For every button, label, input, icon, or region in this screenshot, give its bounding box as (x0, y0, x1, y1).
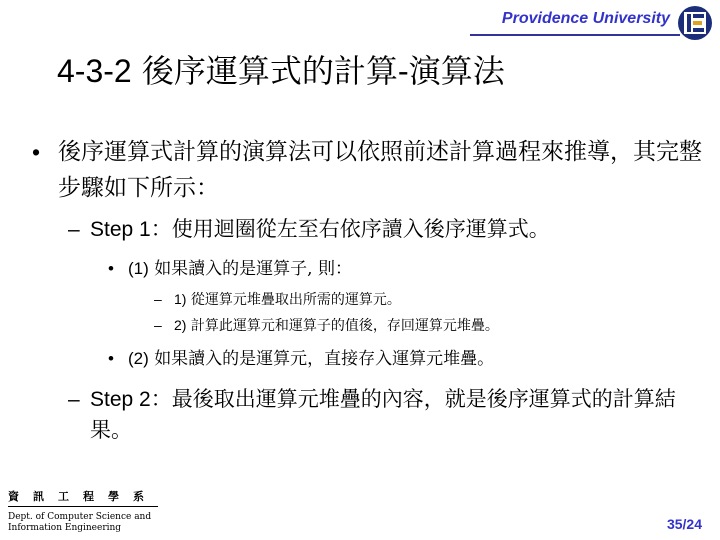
title-text: 後序運算式的計算-演算法 (141, 52, 505, 90)
sub1-num: (1) (128, 259, 149, 278)
bullet1-text: 後序運算式計算的演算法可以依照前述計算過程來推導，其完整步驟如下所示： (58, 139, 702, 201)
page-title (57, 46, 505, 92)
title-number: 4-3-2 (57, 53, 132, 89)
footer-divider (8, 506, 158, 507)
sub1-text: 如果讀入的是運算子, 則： (154, 259, 352, 279)
step2-text: ：最後取出運算元堆疊的內容，就是後序運算式的計算結果。 (90, 387, 676, 442)
bullet-dot-icon: • (32, 139, 41, 165)
sub1a-text: 從運算元堆疊取出所需的運算元。 (190, 292, 401, 308)
bullet-dot-icon: • (108, 349, 114, 368)
sub2-num: (2) (128, 349, 149, 368)
dash-icon: – (68, 388, 80, 411)
header-brand: Providence University (501, 10, 670, 27)
sub1b-num: 2) (174, 317, 187, 333)
step1-text: ：使用迴圈從左至右依序讀入後序運算式。 (150, 217, 550, 241)
sub-item-1 (108, 258, 352, 280)
sub1a-num: 1) (174, 291, 187, 307)
sub-item-1b (154, 316, 499, 335)
step2-label: Step 2 (90, 388, 151, 411)
footer-dept-cjk: 資訊工程學系 (8, 490, 158, 503)
dash-icon: – (154, 291, 162, 307)
sub2-text: 如果讀入的是運算元，直接存入運算元堆疊。 (154, 349, 495, 369)
sub1b-text: 計算此運算元和運算子的值後，存回運算元堆疊。 (190, 318, 499, 334)
step1-label: Step 1 (90, 218, 151, 241)
header-rule (470, 34, 680, 36)
dash-icon: – (68, 218, 80, 241)
bullet-dot-icon: • (108, 259, 114, 278)
page-number: 35/24 (666, 516, 702, 532)
dash-icon: – (154, 317, 162, 333)
sub-item-1a (154, 290, 401, 309)
bullet-level1 (32, 134, 708, 206)
step2-item (68, 384, 710, 446)
footer-dept-en: Dept. of Computer Science and Information Engineering (8, 512, 152, 533)
step1-item (68, 214, 710, 245)
sub-item-2 (108, 348, 495, 370)
university-logo-icon (676, 4, 714, 42)
